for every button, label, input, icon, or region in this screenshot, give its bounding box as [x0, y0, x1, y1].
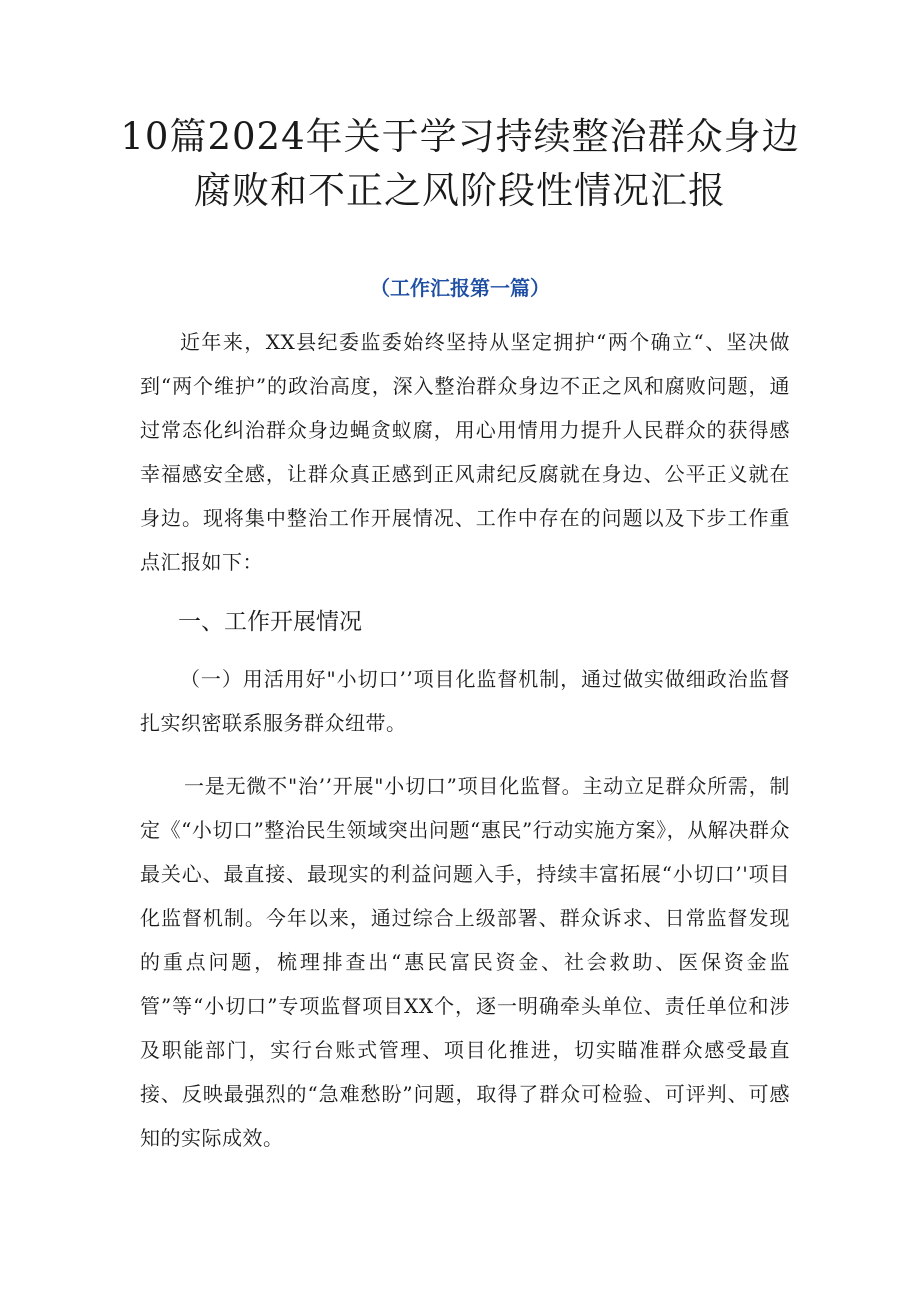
intro-paragraph: 近年来，XX县纪委监委始终坚持从坚定拥护“两个确立“、坚决做到“两个维护”的政治高度，深入整治群众身边不正之风和腐败问题，通过常态化纠治群众身边蝇贪蚁腐，用心用情用力提升人民群众的获得感幸福感安全感，让群众真正感到正风肃纪反腐就在身边、公平正义就在身边。现将集中整治工作开展情况、工作中存在的问题以及下步工作重点汇报如下：: [140, 330, 790, 574]
document-subtitle: （工作汇报第一篇）: [370, 276, 550, 300]
point-paragraph: 一是无微不"治’’开展"小切口”项目化监督。主动立足群众所需，制定《“小切口”整治民生领域突出问题“惠民”行动实施方案》，从解决群众最关心、最直接、最现实的利益问题入手，持续丰富拓展“小切口’'项目化监督机制。今年以来，通过综合上级部署、群众诉求、日常监督发现的重点问题，梳理排查出“惠民富民资金、社会救助、医保资金监管”等“小切口”专项监督项目XX个，逐一明确牵头单位、责任单位和涉及职能部门，实行台账式管理、项目化推进，切实瞄准群众感受最直接、反映最强烈的“急难愁盼”问题，取得了群众可检验、可评判、可感知的实际成效。: [140, 774, 790, 1150]
subsection-paragraph: （一）用活用好"小切口’’项目化监督机制，通过做实做细政治监督扎实织密联系服务群众纽带。: [140, 667, 790, 735]
section-heading: 一、工作开展情况: [178, 609, 362, 635]
document-title: 10篇2024年关于学习持续整治群众身边腐败和不正之风阶段性情况汇报: [120, 115, 800, 212]
